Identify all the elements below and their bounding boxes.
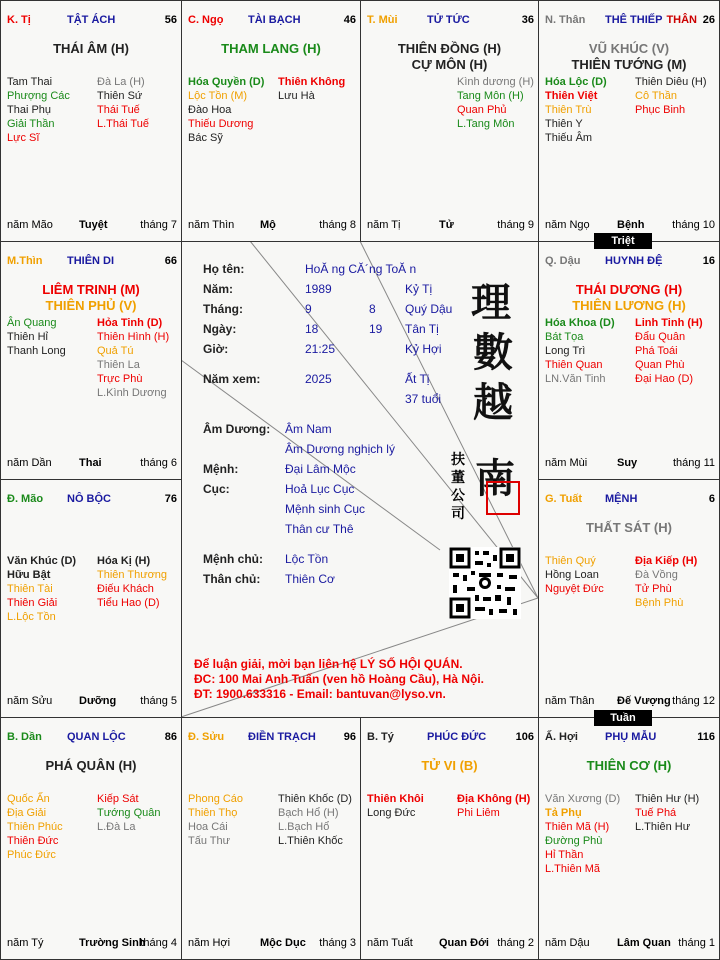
palace-header [7,731,177,747]
main-star: THÁI DƯƠNG (H) [575,282,683,297]
minor-star: Đẩu Quân [635,331,686,343]
minor-star: Thiên Diêu (H) [635,76,707,88]
minor-stars-right [97,792,161,834]
minor-star: L.Lộc Tồn [7,611,56,623]
palace-location: Q. Dậu [545,255,581,267]
palace-age: 96 [343,731,356,743]
minor-star: Tướng Quân [97,807,161,819]
footer-month: tháng 12 [672,695,715,707]
minor-star: Văn Khúc (D) [7,555,77,567]
minor-star: Địa Kiếp (H) [635,555,698,567]
minor-star: Thiên Không [278,76,346,88]
minor-stars-left [7,792,63,862]
palace-age: 86 [164,731,177,743]
palace-footer [7,695,177,709]
main-star: CỰ MÔN (H) [411,57,488,72]
main-stars [1,41,181,57]
minor-star: Quan Phủ [457,104,507,116]
palace-age: 66 [164,255,177,267]
palace-location: Đ. Sửu [188,731,225,743]
label-menhchu: Mệnh chủ: [203,552,263,566]
footer-year: năm Thân [545,695,595,707]
center-info [181,241,538,717]
label-day: Ngày: [203,322,237,336]
minor-star: Thiên Giải [7,597,58,609]
triet-badge: Triệt [594,233,652,249]
value-year-can: Kỷ Tị [405,282,433,296]
palace-age: 6 [708,493,715,505]
main-star: THIÊN ĐỒNG (H) [397,41,502,56]
minor-star: Tam Thai [7,76,53,88]
minor-star: L.Kình Dương [97,387,167,399]
footer-stage: Dưỡng [79,695,117,707]
value-day-a: 18 [305,322,319,336]
minor-star: Hóa Khoa (D) [545,317,615,329]
palace-location: C. Ngọ [188,14,224,26]
footer-year: năm Mùi [545,457,588,469]
minor-star: Hỏa Tinh (D) [97,317,163,329]
minor-star: Hữu Bật [7,569,51,581]
minor-stars-left [545,792,620,876]
palace-footer [188,937,356,951]
minor-star: Thiên Hình (H) [97,331,170,343]
calligraphy-side-4: 司 [451,506,465,522]
minor-star: Hóa Quyền (D) [188,76,265,88]
main-stars [539,520,719,536]
palace-header [545,255,715,271]
palace-age: 36 [521,14,534,26]
minor-star: Thiên Quý [545,555,596,567]
minor-star: Thiên Y [545,118,583,130]
minor-star: Ân Quang [7,317,57,329]
footer-stage: Quan Đới [439,937,489,949]
minor-star: Tấu Thư [188,835,231,847]
palace-header [188,14,356,30]
calligraphy-char-4: 南 [475,455,515,502]
minor-stars-left [545,554,604,596]
calligraphy-char-2: 數 [473,329,513,376]
footer-stage: Bệnh [617,219,645,231]
minor-stars-left [367,792,424,820]
minor-star: Long Trì [545,345,586,357]
minor-star: Hỉ Thần [545,849,584,861]
main-star: THẤT SÁT (H) [586,520,672,535]
value-hour-can: Kỷ Hợi [405,342,442,356]
main-star: THIÊN PHỦ (V) [45,298,137,313]
minor-star: Thiên Hỉ [7,331,48,343]
minor-star: Bác Sỹ [188,132,223,144]
calligraphy-side-2: 董 [451,470,465,486]
footer-year: năm Dậu [545,937,590,949]
minor-star: Phục Binh [635,104,686,116]
minor-star: Địa Không (H) [457,793,531,805]
main-stars [539,41,719,73]
minor-star: L.Thiên Khốc [278,835,343,847]
minor-stars-left [188,75,264,145]
palace-header [7,493,177,509]
minor-star: Thiên Phúc [7,821,63,833]
minor-star: Thiếu Dương [188,118,254,130]
palace-age: 16 [702,255,715,267]
calligraphy-side-1: 扶 [451,452,465,468]
minor-star: Phong Cáo [188,793,244,805]
minor-stars-left [7,316,66,358]
value-month-can: Quý Dậu [405,302,453,316]
minor-star: Quốc Ấn [7,793,50,805]
minor-stars-right [278,792,352,848]
palace-footer [367,219,534,233]
value-day-can: Tân Tị [405,322,439,336]
footer-year: năm Sửu [7,695,53,707]
value-amduong2: Âm Dương nghịch lý [285,442,395,456]
calligraphy-char-1: 理 [471,279,511,326]
palace-cell-mao [0,479,182,718]
label-year: Năm: [203,282,234,296]
palace-header [367,14,534,30]
minor-star: Thiên Khốc (D) [278,793,352,805]
contact-block [194,657,484,702]
footer-month: tháng 1 [678,937,715,949]
main-star: VŨ KHÚC (V) [588,41,670,56]
minor-star: Đại Hao (D) [635,373,694,385]
palace-age: 26 [702,14,715,26]
value-menh: Đại Lâm Mộc [285,462,356,476]
label-hour: Giờ: [203,342,229,356]
footer-stage: Đế Vượng [617,695,671,707]
minor-star: LN.Văn Tinh [545,373,606,385]
main-star: THIÊN TƯỚNG (M) [571,57,687,72]
palace-location: Đ. Mão [7,493,44,505]
palace-header [545,493,715,509]
red-stamp [486,481,520,515]
minor-star: Cô Thần [635,90,677,102]
minor-star: Giải Thần [7,118,55,130]
footer-year: năm Thìn [188,219,235,231]
minor-star: L.Tang Môn [457,118,515,130]
footer-year: năm Tuất [367,937,413,949]
minor-star: Văn Xương (D) [545,793,621,805]
minor-star: Kình dương (H) [457,76,534,88]
minor-star: Hồng Loan [545,569,599,581]
minor-star: Thiếu Âm [545,132,593,144]
minor-star: Bát Tọa [545,331,584,343]
footer-year: năm Tị [367,219,401,231]
palace-name: THÊ THIẾP [605,14,663,26]
minor-star: Hoa Cái [188,821,228,833]
minor-star: L.Thái Tuế [97,118,149,130]
value-age: 37 tuổi [405,392,442,406]
palace-name: TÀI BẠCH [248,14,301,26]
footer-month: tháng 3 [319,937,356,949]
minor-star: Thiên Tài [7,583,53,595]
footer-year: năm Tý [7,937,44,949]
label-menh: Mệnh: [203,462,239,476]
footer-month: tháng 6 [140,457,177,469]
palace-header [7,255,177,271]
footer-month: tháng 4 [140,937,177,949]
palace-location: T. Mùi [367,14,398,26]
minor-star: Đà Vồng [635,569,678,581]
palace-cell-tuat [538,479,720,718]
main-star: THAM LANG (H) [221,41,321,56]
minor-star: Thiên Đức [7,835,59,847]
label-view-year: Năm xem: [203,372,261,386]
footer-month: tháng 5 [140,695,177,707]
minor-star: Hóa Lộc (D) [545,76,607,88]
minor-star: Tiểu Hao (D) [97,597,160,609]
minor-star: Hóa Kị (H) [97,555,151,567]
minor-stars-right [635,75,707,117]
tuan-badge: Tuần [594,710,652,726]
minor-star: Thanh Long [7,345,66,357]
footer-month: tháng 9 [497,219,534,231]
minor-stars-right [457,75,534,131]
minor-star: Phá Toái [635,345,678,357]
minor-star: Linh Tinh (H) [635,317,703,329]
minor-star: Thiên Sứ [97,90,143,102]
minor-star: L.Đà La [97,821,136,833]
minor-star: Tả Phụ [545,807,582,819]
minor-stars-right [97,316,169,400]
value-menhchu: Lộc Tồn [285,552,329,566]
minor-star: L.Thiên Hư [635,821,691,833]
minor-star: Tang Môn (H) [457,90,524,102]
minor-star: Long Đức [367,807,416,819]
footer-stage: Trường Sinh [79,937,146,949]
value-year: 1989 [305,282,332,296]
footer-stage: Lâm Quan [617,937,671,949]
palace-footer [367,937,534,951]
palace-header [545,731,715,747]
palace-location: Ấ. Hợi [545,731,578,743]
minor-star: Thiên Thương [97,569,168,581]
minor-star: Tuế Phá [635,807,677,819]
minor-stars-left [545,75,607,145]
footer-month: tháng 11 [672,457,715,469]
palace-location: M.Thìn [7,255,43,267]
minor-star: Đào Hoa [188,104,232,116]
palace-location: K. Tị [7,14,31,26]
palace-name: NÔ BỘC [67,493,111,505]
main-star: TỬ VI (B) [421,758,478,773]
minor-star: Lực Sĩ [7,132,40,144]
palace-cell-ty [360,717,539,960]
palace-location: N. Thân [545,14,586,26]
palace-header [545,14,715,30]
palace-footer [545,219,715,233]
palace-header [367,731,534,747]
minor-star: Thiên Việt [545,90,598,102]
palace-name: MỆNH [605,493,638,505]
minor-star: L.Bạch Hổ [278,821,330,833]
main-stars [1,282,181,314]
minor-star: Trực Phù [97,373,143,385]
value-month-a: 9 [305,302,312,316]
palace-footer [545,695,715,709]
palace-age: 46 [343,14,356,26]
minor-star: Phúc Đức [7,849,56,861]
palace-name: TẬT ÁCH [67,14,116,26]
main-star: LIÊM TRINH (M) [42,282,140,297]
label-amduong: Âm Dương: [203,422,271,436]
minor-star: Đà La (H) [97,76,145,88]
palace-name: HUYNH ĐỆ [605,255,663,267]
minor-stars-right [278,75,345,103]
value-cuc: Hoả Lục Cục [285,482,355,496]
palace-cell-thin [0,241,182,480]
value-hour: 21:25 [305,342,336,356]
palace-cell-ngo [181,0,361,242]
palace-footer [545,937,715,951]
minor-star: Thai Phụ [7,104,52,116]
calligraphy-side-3: 公 [451,488,465,504]
minor-star: Thiên Hư (H) [635,793,700,805]
palace-footer [188,219,356,233]
minor-star: L.Thiên Mã [545,863,601,875]
minor-stars-left [7,75,70,145]
palace-header [7,14,177,30]
main-star: PHÁ QUÂN (H) [45,758,137,773]
palace-footer [7,937,177,951]
minor-stars-right [635,792,699,834]
value-name: HoĂ ng CĂ´ng ToĂ n [305,262,417,276]
footer-year: năm Hợi [188,937,231,949]
minor-stars-right [635,554,697,610]
minor-star: Thiên Thọ [188,807,238,819]
minor-star: Quả Tú [97,345,134,357]
footer-stage: Thai [79,457,102,469]
footer-year: năm Dần [7,457,52,469]
palace-cell-than [538,0,720,242]
minor-star: Điếu Khách [97,583,154,595]
minor-star: Địa Giải [7,807,47,819]
minor-star: Lộc Tồn (M) [188,90,248,102]
palace-location: G. Tuất [545,493,583,505]
palace-cell-hoi [538,717,720,960]
palace-footer [7,219,177,233]
value-month-b: 8 [369,302,376,316]
footer-stage: Mộ [260,219,276,231]
minor-star: Thiên Khôi [367,793,424,805]
minor-star: Bệnh Phù [635,597,684,609]
palace-cell-dau [538,241,720,480]
value-view-year: 2025 [305,372,332,386]
minor-star: Lưu Hà [278,90,315,102]
contact-line-1: Để luận giải, mời bạn liên hệ LÝ SỐ HỘI QUÁN. [194,657,463,671]
label-name: Họ tên: [203,262,245,276]
palace-header [188,731,356,747]
footer-month: tháng 10 [672,219,715,231]
label-thanchu: Thân chủ: [203,572,261,586]
palace-location: B. Tý [367,731,394,743]
palace-cell-suu [181,717,361,960]
main-stars [361,758,538,774]
minor-star: Thiên Mã (H) [545,821,610,833]
minor-stars-left [188,792,243,848]
value-day-b: 19 [369,322,383,336]
minor-stars-right [97,75,149,131]
qr-code-icon [449,547,521,619]
contact-line-3: ĐT: 1900.633316 - Email: bantuvan@lyso.vn. [194,687,446,701]
footer-month: tháng 2 [497,937,534,949]
palace-cell-dan [0,717,182,960]
palace-footer [7,457,177,471]
palace-name: ĐIỀN TRẠCH [248,731,316,743]
minor-stars-right [457,792,530,820]
minor-star: Thiên La [97,359,140,371]
contact-line-2: ĐC: 100 Mai Anh Tuấn (ven hồ Hoàng Cầu), Hà Nội. [194,672,485,686]
main-star: THIÊN LƯƠNG (H) [572,298,686,313]
palace-tag: THÂN [666,14,697,26]
minor-star: Thiên Quan [545,359,603,371]
palace-cell-ti [0,0,182,242]
main-stars [539,758,719,774]
minor-stars-left [7,554,76,624]
minor-stars-left [545,316,615,386]
footer-year: năm Mão [7,219,53,231]
minor-stars-right [97,554,167,610]
palace-age: 56 [164,14,177,26]
minor-star: Thiên Trù [545,104,592,116]
palace-name: TỬ TỨC [427,14,470,26]
minor-star: Quan Phù [635,359,685,371]
minor-star: Tử Phù [635,583,672,595]
main-stars [539,282,719,314]
minor-star: Nguyệt Đức [545,583,604,595]
label-cuc: Cục: [203,482,230,496]
footer-stage: Tử [439,219,454,231]
value-amduong: Âm Nam [285,422,332,436]
value-view-can: Ất Tị [405,372,430,386]
value-cuc2: Mệnh sinh Cục [285,502,366,516]
palace-age: 106 [515,731,534,743]
palace-age: 116 [697,731,715,743]
minor-stars-right [635,316,703,386]
minor-star: Đường Phù [545,835,603,847]
palace-footer [545,457,715,471]
footer-stage: Suy [617,457,638,469]
footer-year: năm Ngọ [545,219,590,231]
footer-stage: Tuyệt [79,219,108,231]
palace-location: B. Dần [7,731,42,743]
main-star: THIÊN CƠ (H) [586,758,672,773]
main-stars [182,41,360,57]
palace-name: THIÊN DI [67,255,115,267]
value-thanchu: Thiên Cơ [285,572,335,586]
label-month: Tháng: [203,302,243,316]
main-stars [361,41,538,73]
value-cuc3: Thân cư Thê [285,522,354,536]
minor-star: Phượng Các [7,90,70,102]
footer-month: tháng 8 [319,219,356,231]
minor-star: Phi Liêm [457,807,500,819]
minor-star: Kiếp Sát [97,793,139,805]
palace-age: 76 [164,493,177,505]
palace-name: PHỤ MẪU [605,731,657,743]
calligraphy-char-3: 越 [473,379,513,426]
palace-name: QUAN LỘC [67,731,126,743]
main-star: THÁI ÂM (H) [53,41,129,56]
main-stars [1,758,181,774]
palace-name: PHÚC ĐỨC [427,731,487,743]
footer-month: tháng 7 [140,219,177,231]
palace-cell-mui [360,0,539,242]
minor-star: Bạch Hổ (H) [278,807,339,819]
minor-star: Thái Tuế [97,104,140,116]
footer-stage: Mộc Dục [260,937,306,949]
